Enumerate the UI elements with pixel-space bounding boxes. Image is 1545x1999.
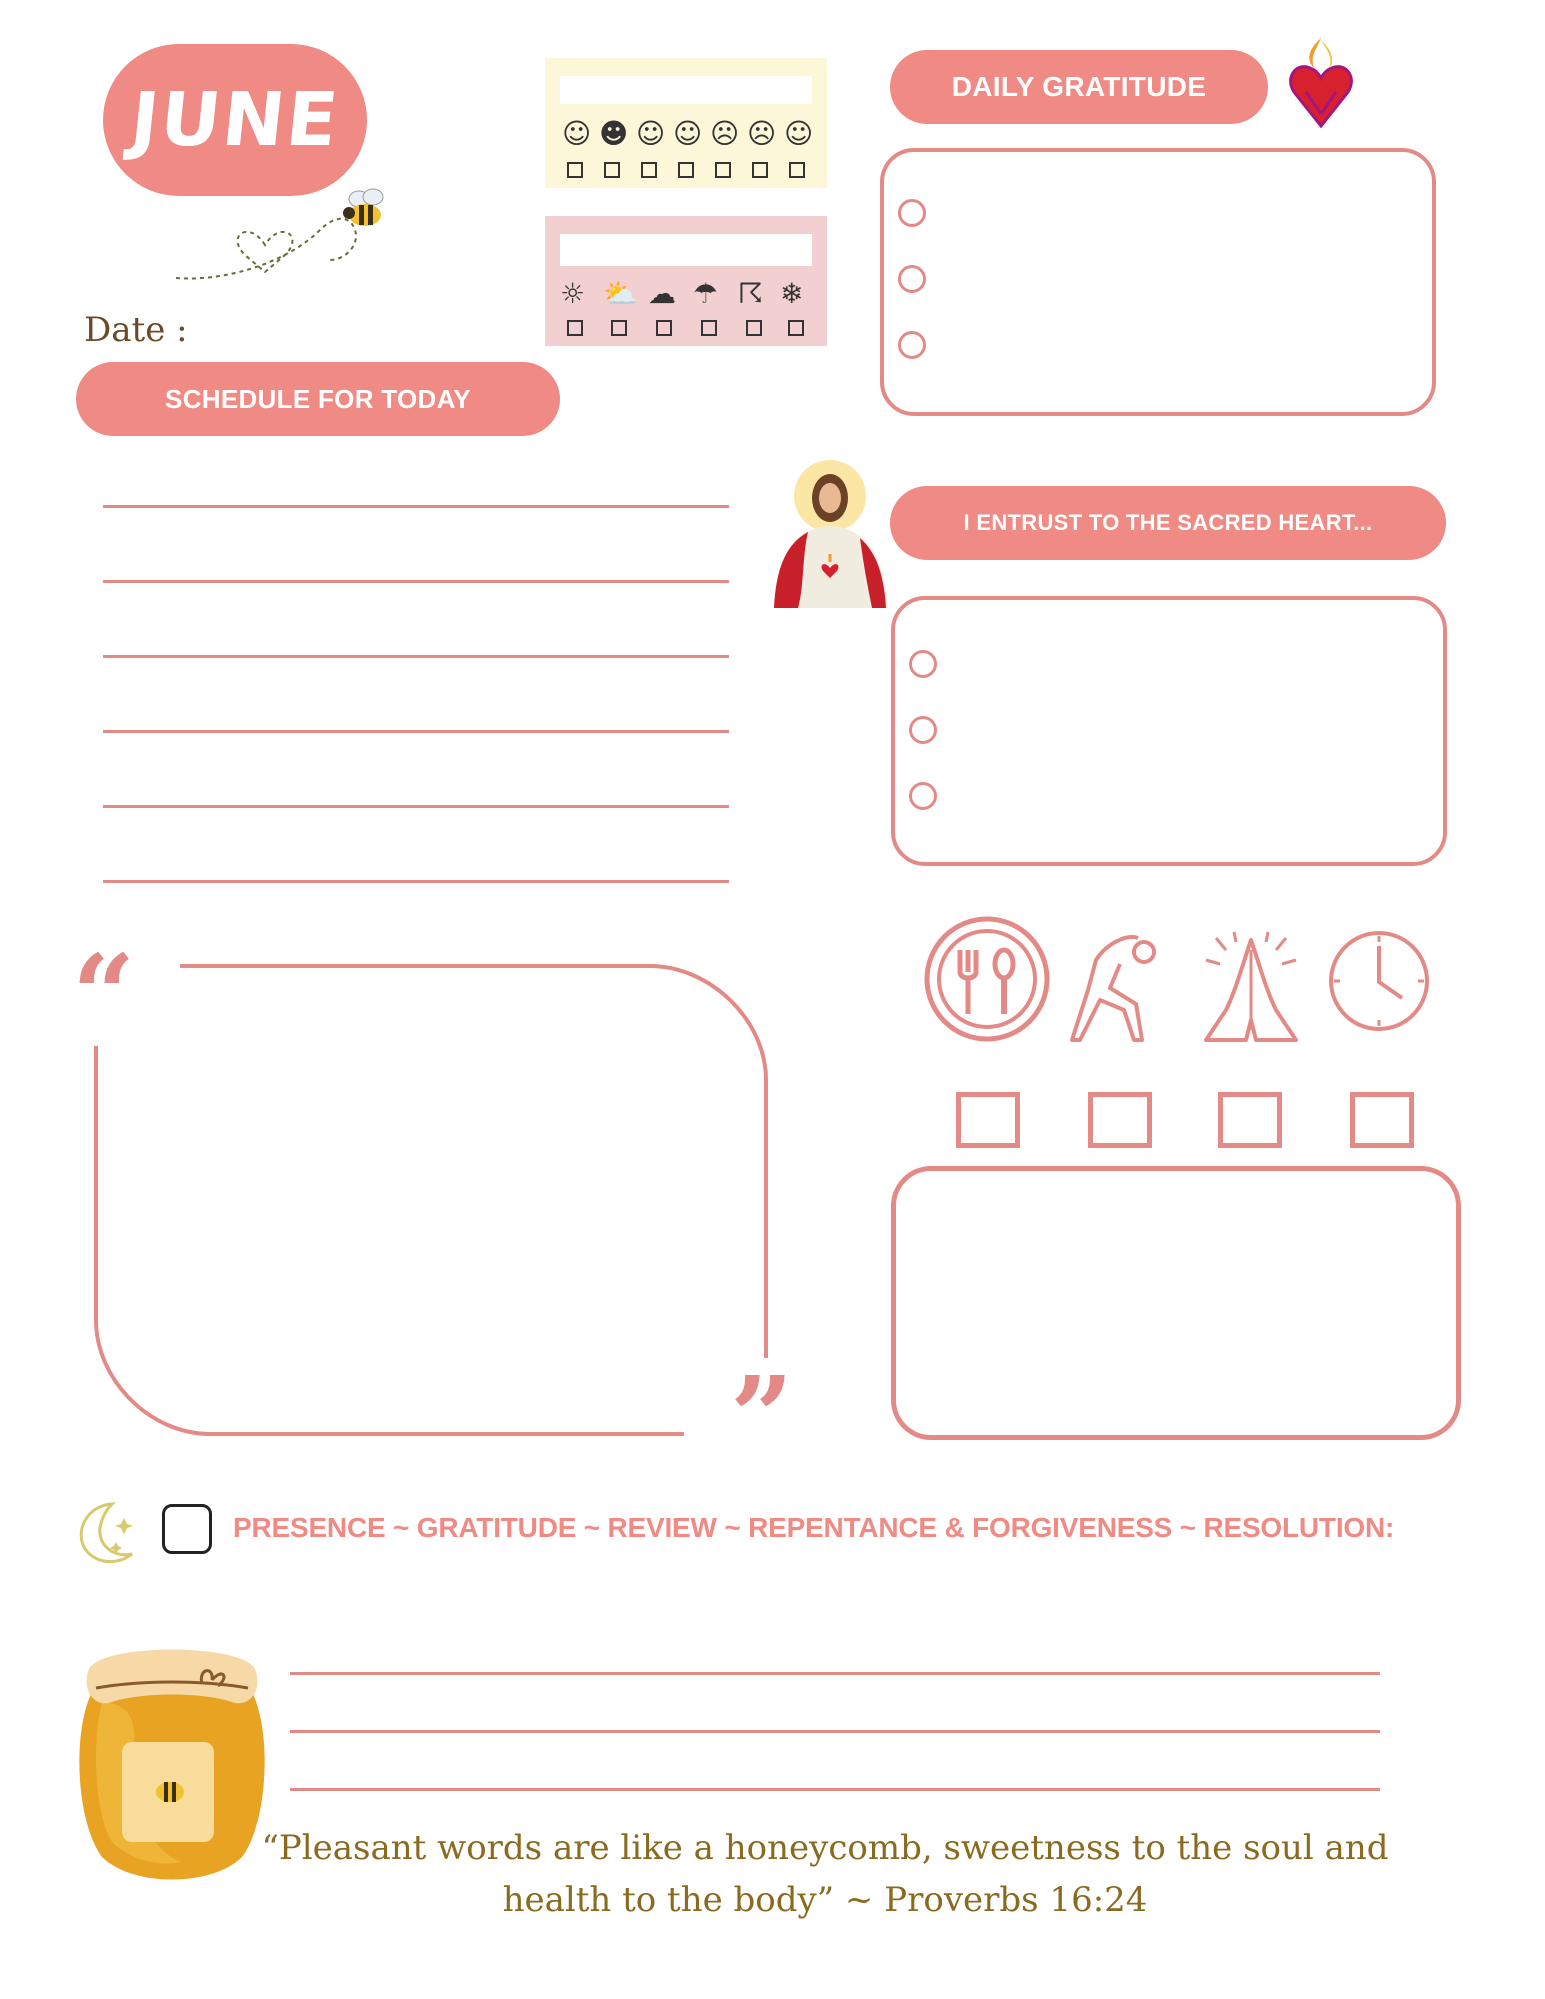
- love-icon: ☺: [673, 117, 703, 150]
- prayer-icon: [1196, 930, 1306, 1045]
- habit-checkbox-clock[interactable]: [1350, 1092, 1414, 1148]
- month-title: JUNE: [126, 77, 344, 163]
- weather-checkbox[interactable]: [746, 320, 762, 336]
- quote-line-2: health to the body” ~ Proverbs 16:24: [502, 1880, 1148, 1920]
- month-badge: [103, 44, 367, 196]
- schedule-line[interactable]: [103, 505, 729, 508]
- schedule-line[interactable]: [103, 805, 729, 808]
- bee-icon: [335, 185, 395, 235]
- mood-checkbox[interactable]: [567, 162, 583, 178]
- weather-checkbox[interactable]: [611, 320, 627, 336]
- entrust-box[interactable]: [891, 596, 1447, 866]
- storm-icon: ☈: [738, 277, 764, 310]
- meal-icon: [922, 914, 1052, 1044]
- moon-icon: [72, 1498, 146, 1568]
- quote-frame[interactable]: [90, 960, 770, 1440]
- mood-checkbox[interactable]: [789, 162, 805, 178]
- habit-checkbox-meal[interactable]: [956, 1092, 1020, 1148]
- entrust-heading: I ENTRUST TO THE SACRED HEART...: [890, 486, 1446, 560]
- honey-jar-icon: [72, 1632, 272, 1887]
- cloud-icon: ☁: [648, 277, 676, 310]
- gratitude-bullet[interactable]: [898, 265, 926, 293]
- gratitude-heading: DAILY GRATITUDE: [890, 50, 1268, 124]
- schedule-line[interactable]: [103, 730, 729, 733]
- gratitude-bullet[interactable]: [898, 331, 926, 359]
- mood-tracker: [545, 58, 827, 188]
- schedule-heading: SCHEDULE FOR TODAY: [76, 362, 560, 436]
- reflection-line[interactable]: [290, 1788, 1380, 1791]
- sun-icon: ☼: [560, 277, 586, 310]
- entrust-bullet[interactable]: [909, 716, 937, 744]
- smile-icon: ☺: [562, 117, 592, 150]
- quote-text: [250, 1822, 1400, 1926]
- mood-checkbox[interactable]: [641, 162, 657, 178]
- reflection-line[interactable]: [290, 1730, 1380, 1733]
- partly-cloudy-icon: ⛅: [603, 277, 638, 310]
- mood-checkbox[interactable]: [604, 162, 620, 178]
- weather-checkbox[interactable]: [788, 320, 804, 336]
- grin-icon: ☻: [599, 117, 629, 150]
- clock-icon: [1324, 926, 1434, 1036]
- close-quote-mark: ”: [730, 1352, 794, 1481]
- quote-line-1: “Pleasant words are like a honeycomb, sweetness to the soul and: [261, 1828, 1389, 1868]
- schedule-line[interactable]: [103, 880, 729, 883]
- open-quote-mark: “: [72, 930, 136, 1059]
- habits-notes-box[interactable]: [891, 1166, 1461, 1440]
- meh-icon: ☺: [784, 117, 814, 150]
- gratitude-bullet[interactable]: [898, 199, 926, 227]
- weather-input-field[interactable]: [560, 234, 812, 266]
- date-label: Date :: [84, 310, 188, 350]
- examen-text: PRESENCE ~ GRATITUDE ~ REVIEW ~ REPENTANCE & FORGIVENESS ~ RESOLUTION:: [233, 1512, 1395, 1543]
- mood-input-field[interactable]: [560, 76, 812, 104]
- habit-checkbox-prayer[interactable]: [1218, 1092, 1282, 1148]
- reflection-line[interactable]: [290, 1672, 1380, 1675]
- mood-checkbox[interactable]: [678, 162, 694, 178]
- mood-checkbox[interactable]: [715, 162, 731, 178]
- schedule-line[interactable]: [103, 580, 729, 583]
- gratitude-box[interactable]: [880, 148, 1436, 416]
- sad-icon: ☹: [710, 117, 740, 150]
- entrust-bullet[interactable]: [909, 650, 937, 678]
- dizzy-icon: ☹: [747, 117, 777, 150]
- snow-icon: ❄: [780, 277, 804, 310]
- rain-icon: ☂: [693, 277, 719, 310]
- habit-checkbox-exercise[interactable]: [1088, 1092, 1152, 1148]
- mood-checkbox[interactable]: [752, 162, 768, 178]
- entrust-bullet[interactable]: [909, 782, 937, 810]
- weather-tracker: [545, 216, 827, 346]
- sacred-heart-portrait: [768, 458, 896, 608]
- weather-checkbox[interactable]: [656, 320, 672, 336]
- examen-checkbox[interactable]: [162, 1504, 212, 1554]
- neutral-icon: ☺: [636, 117, 666, 150]
- schedule-line[interactable]: [103, 655, 729, 658]
- exercise-icon: [1066, 930, 1176, 1045]
- sacred-heart-icon: [1288, 34, 1354, 130]
- weather-checkbox[interactable]: [567, 320, 583, 336]
- weather-checkbox[interactable]: [701, 320, 717, 336]
